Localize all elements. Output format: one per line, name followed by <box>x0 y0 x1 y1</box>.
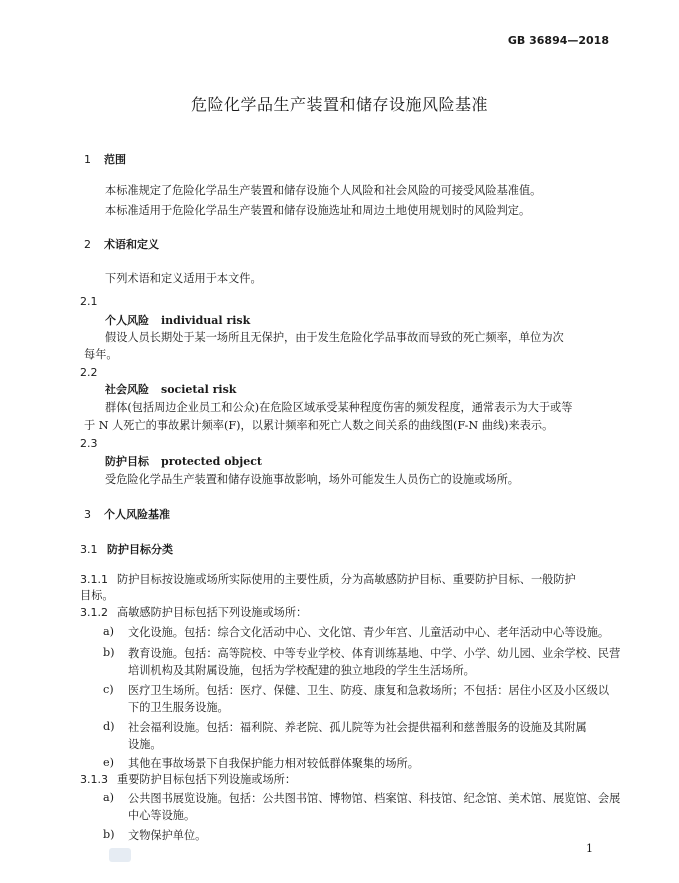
paragraph: 本标准适用于危险化学品生产装置和储存设施选址和周边土地使用规划时的风险判定。 <box>105 204 531 217</box>
definition: 假设人员长期处于某一场所且无保护，由于发生危险化学品事故而导致的死亡频率，单位为次 <box>105 331 564 344</box>
clause-3-1-3 <box>80 772 296 787</box>
section-title: 范围 <box>104 153 126 166</box>
term-zh: 社会风险 <box>105 383 149 396</box>
list-item-text: 中心等设施。 <box>128 809 196 822</box>
definition: 受危险化学品生产装置和储存设施事故影响，场外可能发生人员伤亡的设施或场所。 <box>105 473 519 486</box>
list-item-text: 文物保护单位。 <box>128 829 207 842</box>
clause-text: 防护目标按设施或场所实际使用的主要性质，分为高敏感防护目标、重要防护目标、一般防护 <box>117 573 576 586</box>
standard-number: GB 36894—2018 <box>507 34 609 47</box>
list-item-text: 设施。 <box>128 738 162 751</box>
definition: 群体(包括周边企业员工和公众)在危险区域承受某种程度伤害的频发程度，通常表示为大于或等 <box>105 401 573 414</box>
list-item-text: 其他在事故场景下自我保护能力相对较低群体聚集的场所。 <box>128 757 419 770</box>
clause-number: 3.1.2 <box>80 606 108 619</box>
term-en: individual risk <box>161 314 251 327</box>
section-number: 3 <box>84 508 91 521</box>
clause-number: 3.1.3 <box>80 773 108 786</box>
clause-text: 目标。 <box>80 589 114 602</box>
list-item-text: 医疗卫生场所。包括：医疗、保健、卫生、防疫、康复和急救场所；不包括：居住小区及小区级以 <box>128 684 610 697</box>
list-item-letter: a) <box>103 791 115 804</box>
clause-number: 3.1.1 <box>80 573 108 586</box>
term-heading <box>105 382 236 397</box>
term-number: 2.3 <box>80 437 98 450</box>
section-3-heading <box>84 507 170 522</box>
term-en: protected object <box>161 455 262 468</box>
list-item-text: 培训机构及其附属设施，包括为学校配建的独立地段的学生生活场所。 <box>128 664 475 677</box>
list-item-text: 教育设施。包括：高等院校、中等专业学校、体育训练基地、中学、小学、幼儿园、业余学校、民营 <box>128 647 621 660</box>
clause-text: 重要防护目标包括下列设施或场所： <box>117 773 297 786</box>
list-item-letter: a) <box>103 625 115 638</box>
definition: 每年。 <box>84 348 118 361</box>
term-en: societal risk <box>161 383 237 396</box>
clause-3-1-1 <box>80 572 576 587</box>
clause-text: 高敏感防护目标包括下列设施或场所： <box>117 606 308 619</box>
document-title: 危险化学品生产装置和储存设施风险基准 <box>190 95 488 114</box>
paragraph: 本标准规定了危险化学品生产装置和储存设施个人风险和社会风险的可接受风险基准值。 <box>105 184 542 197</box>
list-item-text: 公共图书展览设施。包括：公共图书馆、博物馆、档案馆、科技馆、纪念馆、美术馆、展览馆、会展 <box>128 792 621 805</box>
publisher-logo-icon <box>109 848 131 862</box>
section-number: 1 <box>84 153 91 166</box>
subsection-number: 3.1 <box>80 543 98 556</box>
list-item-letter: b) <box>103 828 115 841</box>
clause-3-1-2 <box>80 605 307 620</box>
term-heading <box>105 454 262 469</box>
list-item-text: 文化设施。包括：综合文化活动中心、文化馆、青少年宫、儿童活动中心、老年活动中心等设施。 <box>128 626 610 639</box>
list-item-letter: c) <box>103 683 114 696</box>
section-1-heading <box>84 152 126 167</box>
subsection-3-1-heading <box>80 542 173 557</box>
list-item-letter: d) <box>103 720 115 733</box>
term-heading <box>105 313 250 328</box>
paragraph: 下列术语和定义适用于本文件。 <box>105 272 262 285</box>
section-2-heading <box>84 237 159 252</box>
definition: 于 N 人死亡的事故累计频率(F)，以累计频率和死亡人数之间关系的曲线图(F-N 曲线)来表示。 <box>84 419 554 432</box>
term-number: 2.2 <box>80 366 98 379</box>
subsection-title: 防护目标分类 <box>107 543 173 556</box>
list-item-text: 下的卫生服务设施。 <box>128 701 229 714</box>
section-number: 2 <box>84 238 91 251</box>
page-number: 1 <box>586 842 593 855</box>
section-title: 术语和定义 <box>104 238 159 251</box>
section-title: 个人风险基准 <box>104 508 170 521</box>
term-zh: 防护目标 <box>105 455 149 468</box>
term-zh: 个人风险 <box>105 314 149 327</box>
list-item-letter: e) <box>103 756 114 769</box>
term-number: 2.1 <box>80 295 98 308</box>
list-item-text: 社会福利设施。包括：福利院、养老院、孤儿院等为社会提供福利和慈善服务的设施及其附属 <box>128 721 587 734</box>
list-item-letter: b) <box>103 646 115 659</box>
